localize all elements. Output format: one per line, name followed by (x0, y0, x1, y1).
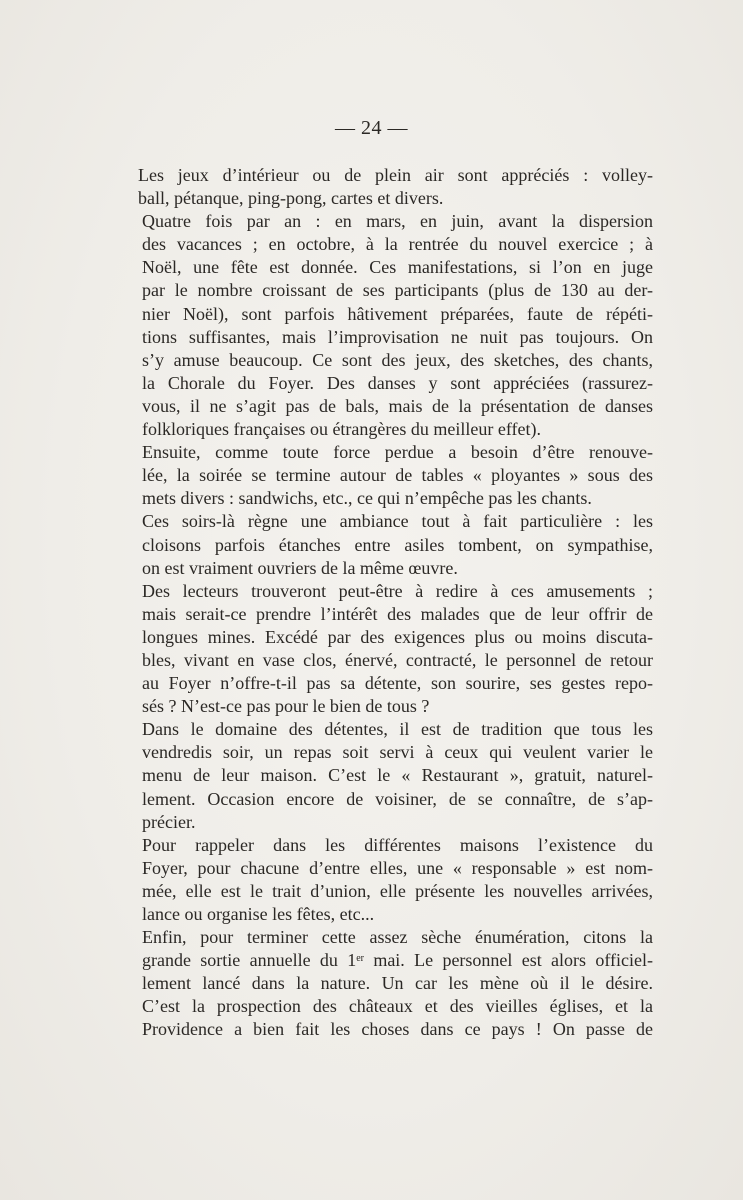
text-line-with-superscript (118, 949, 653, 972)
text-line: C’est la prospection des châteaux et des vieilles églises, et la (142, 996, 653, 1017)
text-line: on est vraiment ouvriers de la même œuvre. (142, 557, 458, 578)
text-line: lement. Occasion encore de voisiner, de se connaître, de s’ap- (142, 788, 653, 809)
text-line: Dans le domaine des détentes, il est de tradition que tous les (142, 719, 653, 740)
text-fragment: grande sortie annuelle du 1 (142, 950, 357, 971)
text-line: Providence a bien fait les choses dans ce pays ! On passe de (142, 1019, 653, 1040)
text-line: par le nombre croissant de ses participants (plus de 130 au der- (142, 280, 653, 301)
text-line: précier. (142, 811, 196, 832)
text-line: au Foyer n’offre-t-il pas sa détente, son sourire, ses gestes repo- (142, 673, 653, 694)
text-line: lée, la soirée se termine autour de tables « ployantes » sous des (142, 465, 653, 486)
text-line: Noël, une fête est donnée. Ces manifestations, si l’on en juge (142, 257, 653, 278)
paragraph-8 (118, 926, 653, 1041)
text-line: Ensuite, comme toute force perdue a besoin d’être renouve- (142, 442, 653, 463)
text-line: Les jeux d’intérieur ou de plein air sont appréciés : volley- (138, 165, 653, 185)
text-line: mais serait-ce prendre l’intérêt des malades que de leur offrir de (142, 603, 653, 624)
paragraph-4 (118, 510, 653, 579)
text-line: vendredis soir, un repas soit servi à ceux qui veulent varier le (142, 742, 653, 763)
text-line: s’y amuse beaucoup. Ce sont des jeux, des sketches, des chants, (142, 349, 653, 370)
text-line: mets divers : sandwichs, etc., ce qui n’empêche pas les chants. (142, 488, 592, 509)
text-fragment: mai. (364, 950, 405, 971)
text-line: Foyer, pour chacune d’entre elles, une « responsable » est nom- (142, 857, 653, 878)
text-line: lement lancé dans la nature. Un car les mène où il le désire. (142, 973, 653, 994)
paragraph-2 (118, 210, 653, 441)
text-line: menu de leur maison. C’est le « Restaurant », gratuit, naturel- (142, 765, 653, 786)
text-line: vous, il ne s’agit pas de bals, mais de la présentation de danses (142, 395, 653, 416)
ordinal-superscript: er (356, 953, 364, 965)
text-line: nier Noël), sont parfois hâtivement préparées, faute de répéti- (142, 303, 653, 324)
text-line: folkloriques françaises ou étrangères du meilleur effet). (142, 419, 542, 440)
text-line: bles, vivant en vase clos, énervé, contracté, le personnel de retour (142, 649, 653, 670)
text-line: Des lecteurs trouveront peut-être à redire à ces amusements ; (142, 580, 653, 601)
page-number: — 24 — (335, 117, 408, 139)
text-line: ball, pétanque, ping-pong, cartes et divers. (138, 188, 444, 209)
text-line: la Chorale du Foyer. Des danses y sont appréciées (rassurez- (142, 372, 653, 393)
text-line: Pour rappeler dans les différentes maisons l’existence du (142, 834, 653, 855)
paragraph-6 (118, 718, 653, 833)
paragraph-5 (118, 580, 653, 719)
text-line: Ces soirs-là règne une ambiance tout à fait particulière : les (142, 511, 653, 532)
text-line: Quatre fois par an : en mars, en juin, avant la dispersion (142, 211, 653, 232)
text-line: mée, elle est le trait d’union, elle présente les nouvelles arrivées, (142, 880, 653, 901)
text-line: Enfin, pour terminer cette assez sèche énumération, citons la (142, 927, 653, 948)
paragraph-1 (118, 164, 653, 210)
text-line: cloisons parfois étanches entre asiles tombent, on sympathise, (142, 534, 653, 555)
paragraph-3 (118, 441, 653, 510)
text-line: sés ? N’est-ce pas pour le bien de tous ? (142, 696, 430, 717)
text-line: des vacances ; en octobre, à la rentrée du nouvel exercice ; à (142, 234, 653, 255)
text-fragment: Le personnel est alors officiel- (414, 950, 654, 971)
text-line: lance ou organise les fêtes, etc... (142, 904, 375, 924)
text-line: longues mines. Excédé par des exigences plus ou moins discuta- (142, 626, 653, 647)
paragraph-7 (118, 834, 653, 926)
text-line: tions suffisantes, mais l’improvisation ne nuit pas toujours. On (142, 326, 653, 347)
body-text (118, 164, 653, 1042)
